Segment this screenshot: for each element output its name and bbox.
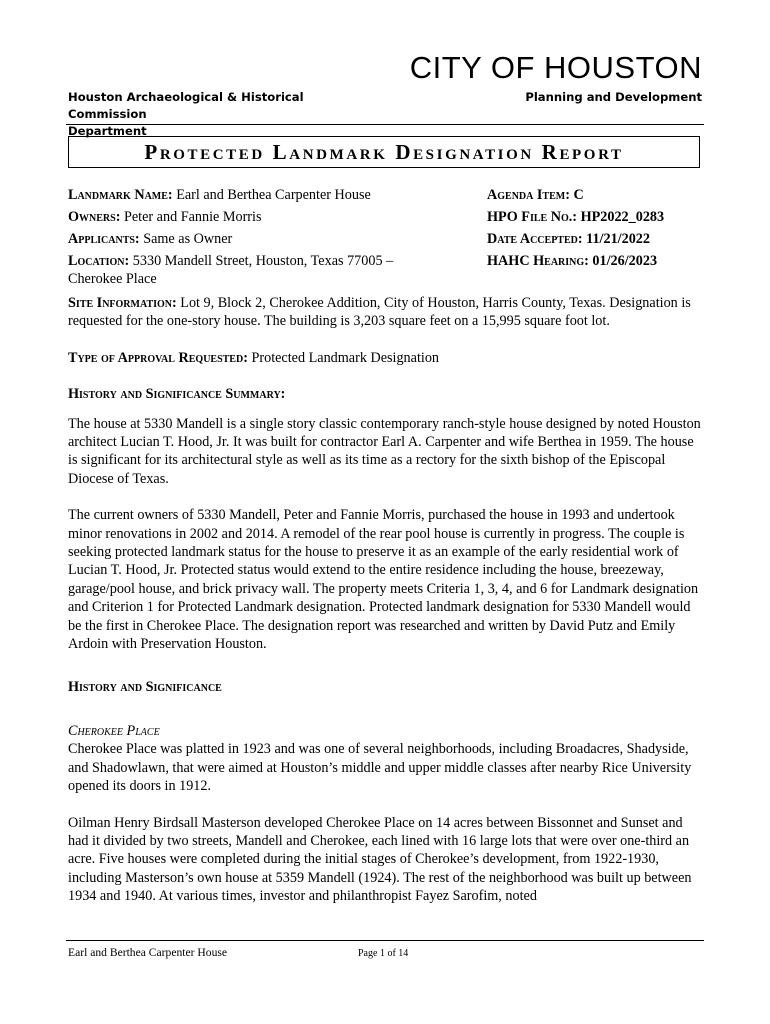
summary-paragraph: The current owners of 5330 Mandell, Peter and Fannie Morris, purchased the house in 1993 and undertook minor renovations in 2002 and 2014. A remodel of the rear pool house is currently in progress. The couple is seeking protected landmark status for the house to preserve it as an example of the early residential work of Lucian T. Hood, Jr. Protected status would extend to the entire residence including the house, breezeway, garage/pool house, and brick privacy wall. The property meets Criteria 1, 3, 4, and 6 for Landmark designation and Criterion 1 for Protected Landmark designation. Protected landmark designation for 5330 Mandell would be the first in Cherokee Place. The designation report was researched and written by David Putz and Emily Ardoin with Preservation Houston. xyxy=(68,507,699,653)
city-of-houston-title: CITY OF HOUSTON xyxy=(409,50,702,85)
cherokee-place-subheading: Cherokee Place xyxy=(68,722,160,739)
cherokee-paragraph: Cherokee Place was platted in 1923 and was one of several neighborhoods, including Broadacres, Shadyside, and Shadowlawn, that were aimed at Houston’s middle and upper middle classes after nearby Rice University opened its doors in 1912. xyxy=(68,741,692,795)
applicants-row xyxy=(68,228,448,250)
commission-label: Houston Archaeological & Historical Commission xyxy=(68,90,304,121)
summary-heading: History and Significance Summary: xyxy=(68,386,286,403)
hpo-file-label: HPO File No.: xyxy=(487,209,578,225)
planning-label: Planning and Development xyxy=(525,90,702,104)
meta-left-column xyxy=(68,184,448,289)
site-information-text: Lot 9, Block 2, Cherokee Addition, City of Houston, Harris County, Texas. Designation is requested for the one-story house. The building is 3,203 square feet on a 15,995 square foot lot. xyxy=(68,295,691,330)
owners-row xyxy=(68,206,448,228)
date-accepted-value: 11/21/2022 xyxy=(586,231,650,247)
site-information xyxy=(68,294,704,331)
report-title-banner: Protected Landmark Designation Report xyxy=(68,136,700,168)
agenda-item-row xyxy=(487,184,707,206)
approval-type-text: Protected Landmark Designation xyxy=(251,349,440,366)
hpo-file-row xyxy=(487,206,707,228)
department-label: Department xyxy=(68,124,147,138)
hahc-hearing-row xyxy=(487,250,707,272)
summary-paragraph: The house at 5330 Mandell is a single story classic contemporary ranch-style house designed by noted Houston architect Lucian T. Hood, Jr. It was built for contractor Earl A. Carpenter and wife Berthea in 1959. The house is significant for its architectural style as well as its time as a rectory for the sixth bishop of the Episcopal Diocese of Texas. xyxy=(68,415,701,487)
landmark-name-row xyxy=(68,184,448,206)
date-accepted-row xyxy=(487,228,707,250)
owners-value: Peter and Fannie Morris xyxy=(123,209,262,225)
location-label: Location: xyxy=(68,253,130,269)
approval-type xyxy=(68,349,704,367)
landmark-name-value: Earl and Berthea Carpenter House xyxy=(176,187,371,203)
cherokee-paragraph: Oilman Henry Birdsall Masterson developed Cherokee Place on 14 acres between Bissonnet and Sunset and had it divided by two streets, Mandell and Cherokee, each lined with 16 large lots that were over one-third an acre. Five houses were completed during the initial stages of Cherokee’s development, from 1922-1930, including Masterson’s own house at 5359 Mandell (1924). The rest of the neighborhood was built up between 1934 and 1940. At various times, investor and philanthropist Fayez Sarofim, noted xyxy=(68,814,692,905)
page-number: Page 1 of 14 xyxy=(358,948,409,959)
location-row xyxy=(68,252,448,289)
report-body xyxy=(68,294,704,924)
agenda-item-value: C xyxy=(573,187,584,203)
agenda-item-label: Agenda Item: xyxy=(487,187,570,203)
landmark-name-label: Landmark Name: xyxy=(68,187,173,203)
approval-type-label: Type of Approval Requested: xyxy=(68,349,248,366)
commission-name xyxy=(68,89,368,140)
header-divider xyxy=(66,124,704,125)
applicants-label: Applicants: xyxy=(68,231,140,247)
history-heading: History and Significance xyxy=(68,678,222,695)
hpo-file-value: HP2022_0283 xyxy=(580,209,665,225)
applicants-value: Same as Owner xyxy=(143,231,233,247)
site-information-label: Site Information: xyxy=(68,295,177,311)
owners-label: Owners: xyxy=(68,209,121,225)
hahc-hearing-label: HAHC Hearing: xyxy=(487,253,589,269)
date-accepted-label: Date Accepted: xyxy=(487,231,583,247)
meta-right-column xyxy=(487,184,707,272)
footer-divider xyxy=(66,940,704,941)
location-value: 5330 Mandell Street, Houston, Texas 77005 – Cherokee Place xyxy=(68,253,394,288)
footer-document-title: Earl and Berthea Carpenter House xyxy=(68,946,228,959)
hahc-hearing-value: 01/26/2023 xyxy=(592,253,658,269)
